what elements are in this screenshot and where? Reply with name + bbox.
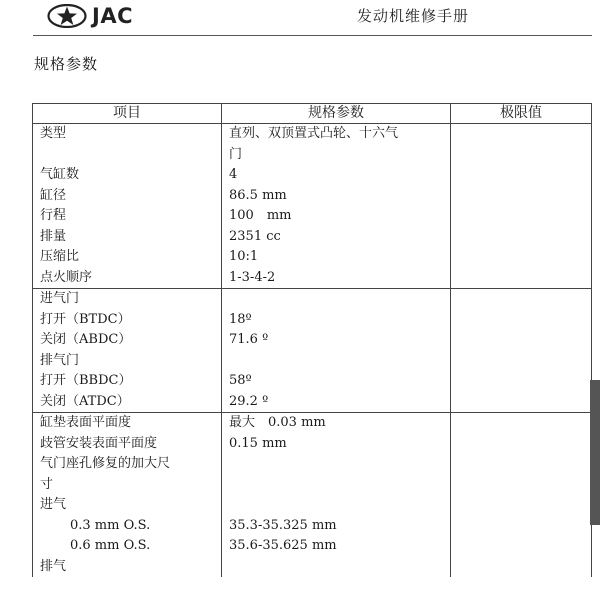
spec-table xyxy=(32,103,592,577)
item-cell xyxy=(33,413,222,578)
column-header-spec: 规格参数 xyxy=(222,104,451,124)
table-row xyxy=(33,289,592,413)
table-row xyxy=(33,413,592,578)
item-label: 点火顺序 xyxy=(40,269,93,285)
item-label: 歧管安装表面平面度 xyxy=(40,435,158,451)
spec-value: 71.6 º xyxy=(229,332,269,347)
section-title: 规格参数 xyxy=(34,55,99,73)
item-cell xyxy=(33,124,222,289)
spec-value: 35.3-35.325 mm xyxy=(229,517,337,533)
manual-title: 发动机维修手册 xyxy=(357,7,470,25)
limit-value xyxy=(458,124,591,145)
page-header xyxy=(0,0,600,36)
item-label: 气缸数 xyxy=(40,167,80,182)
column-header-limit: 极限值 xyxy=(451,104,592,124)
column-header-item: 项目 xyxy=(33,104,222,124)
spec-value: 18º xyxy=(229,311,252,327)
item-label: 关闭（ABDC） xyxy=(40,332,132,347)
spec-value: 最大 0.03 mm xyxy=(229,415,326,430)
item-label: 行程 xyxy=(40,208,67,223)
limit-cell xyxy=(451,124,592,289)
item-label xyxy=(40,145,221,166)
item-label: 气门座孔修复的加大尺 xyxy=(40,456,171,471)
item-label: 排气门 xyxy=(40,352,80,368)
spec-cell xyxy=(222,413,451,578)
spec-cell xyxy=(222,289,451,413)
item-label: 0.6 mm O.S. xyxy=(70,538,151,553)
item-label: 打开（BBDC） xyxy=(40,373,132,388)
spec-value xyxy=(229,289,450,310)
spec-value: 10:1 xyxy=(229,249,259,264)
item-label: 关闭（ATDC） xyxy=(40,393,130,409)
item-label: 排气 xyxy=(40,558,67,574)
item-cell xyxy=(33,289,222,413)
item-label: 寸 xyxy=(40,476,54,492)
item-label: 缸垫表面平面度 xyxy=(40,415,132,430)
spec-value: 100 mm xyxy=(229,208,292,223)
item-label: 进气门 xyxy=(40,291,80,306)
item-label: 缸径 xyxy=(40,187,67,203)
spec-value: 86.5 mm xyxy=(229,187,287,203)
limit-value xyxy=(458,289,591,310)
limit-value xyxy=(458,413,591,434)
item-label: 进气 xyxy=(40,497,67,512)
spec-value: 门 xyxy=(229,146,243,162)
logo-text: JAC xyxy=(92,4,133,28)
spec-value: 1-3-4-2 xyxy=(229,269,276,285)
spec-value: 直列、双顶置式凸轮、十六气 xyxy=(229,126,399,141)
spec-value xyxy=(229,475,450,496)
limit-cell xyxy=(451,413,592,578)
spec-value xyxy=(229,351,450,372)
spec-value: 29.2 º xyxy=(229,393,269,409)
header-divider xyxy=(33,35,592,36)
item-label: 排量 xyxy=(40,228,67,244)
table-row xyxy=(33,124,592,289)
jac-star-logo-icon xyxy=(47,4,87,28)
spec-value xyxy=(229,495,450,516)
spec-value: 2351 cc xyxy=(229,228,281,244)
spec-cell xyxy=(222,124,451,289)
limit-cell xyxy=(451,289,592,413)
spec-value: 4 xyxy=(229,167,238,182)
spec-value: 35.6-35.625 mm xyxy=(229,538,337,553)
spec-value xyxy=(229,557,450,578)
item-label: 0.3 mm O.S. xyxy=(70,517,151,533)
item-label: 打开（BTDC） xyxy=(40,311,131,327)
table-header-row xyxy=(33,104,592,124)
jac-logo xyxy=(47,4,133,28)
item-label: 压缩比 xyxy=(40,249,80,264)
spec-value: 58º xyxy=(229,373,252,388)
spec-value: 0.15 mm xyxy=(229,435,287,451)
item-label: 类型 xyxy=(40,126,67,141)
page-edge-bar xyxy=(590,380,600,525)
spec-value xyxy=(229,454,450,475)
